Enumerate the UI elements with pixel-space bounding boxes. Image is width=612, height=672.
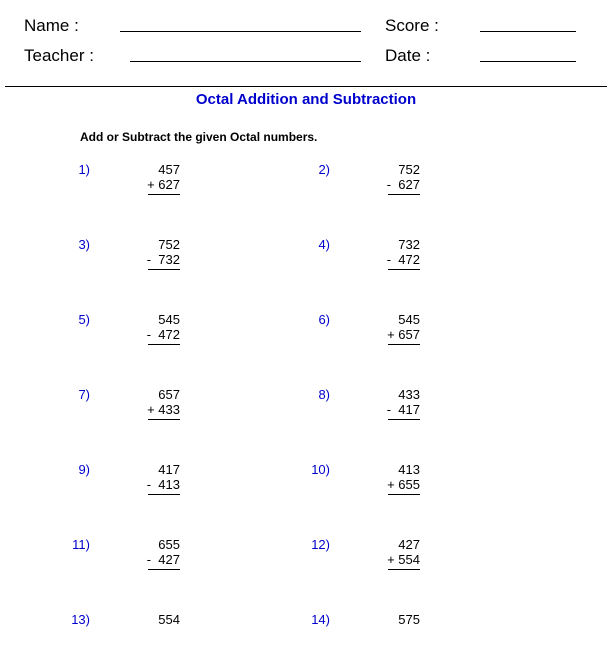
problem-13	[60, 612, 220, 672]
top-operand: 427	[398, 537, 420, 552]
problem-14	[300, 612, 460, 672]
top-operand: 752	[158, 237, 180, 252]
problem-3	[60, 237, 220, 297]
name-field-line[interactable]	[120, 31, 361, 32]
problem-number: 11)	[72, 537, 90, 552]
answer-line[interactable]	[388, 494, 420, 495]
problem-9	[60, 462, 220, 522]
date-field-line[interactable]	[480, 61, 576, 62]
problem-number: 10)	[311, 462, 330, 477]
answer-line[interactable]	[148, 494, 180, 495]
bottom-operand: - 472	[386, 252, 420, 267]
header-divider	[5, 86, 607, 87]
bottom-operand: - 732	[146, 252, 180, 267]
top-operand: 433	[398, 387, 420, 402]
top-operand: 657	[158, 387, 180, 402]
answer-line[interactable]	[148, 344, 180, 345]
answer-line[interactable]	[148, 419, 180, 420]
problem-number: 1)	[78, 162, 90, 177]
bottom-operand: + 627	[147, 177, 180, 192]
bottom-operand: + 657	[387, 327, 420, 342]
score-field-line[interactable]	[480, 31, 576, 32]
top-operand: 457	[158, 162, 180, 177]
problem-7	[60, 387, 220, 447]
bottom-operand: + 655	[387, 477, 420, 492]
score-label: Score :	[385, 16, 439, 35]
top-operand: 655	[158, 537, 180, 552]
problem-number: 12)	[311, 537, 330, 552]
answer-line[interactable]	[148, 194, 180, 195]
page-title: Octal Addition and Subtraction	[195, 91, 417, 108]
bottom-operand: - 417	[386, 402, 420, 417]
problem-number: 14)	[311, 612, 330, 627]
answer-line[interactable]	[388, 269, 420, 270]
problem-number: 9)	[78, 462, 90, 477]
problem-10	[300, 462, 460, 522]
problem-number: 5)	[78, 312, 90, 327]
problem-11	[60, 537, 220, 597]
problem-number: 4)	[318, 237, 330, 252]
top-operand: 545	[158, 312, 180, 327]
bottom-operand: - 472	[146, 327, 180, 342]
date-label: Date :	[385, 46, 431, 65]
problem-5	[60, 312, 220, 372]
bottom-operand: - 627	[386, 177, 420, 192]
instructions: Add or Subtract the given Octal numbers.	[80, 130, 318, 144]
top-operand: 417	[158, 462, 180, 477]
bottom-operand: + 433	[147, 402, 180, 417]
name-label: Name :	[24, 16, 79, 35]
problem-number: 13)	[71, 612, 90, 627]
problem-4	[300, 237, 460, 297]
problem-6	[300, 312, 460, 372]
top-operand: 554	[158, 612, 180, 627]
bottom-operand: - 413	[146, 477, 180, 492]
problem-number: 8)	[318, 387, 330, 402]
answer-line[interactable]	[148, 269, 180, 270]
answer-line[interactable]	[388, 344, 420, 345]
top-operand: 413	[398, 462, 420, 477]
top-operand: 545	[398, 312, 420, 327]
teacher-label: Teacher :	[24, 46, 94, 65]
problem-12	[300, 537, 460, 597]
bottom-operand: + 554	[387, 552, 420, 567]
problem-number: 3)	[78, 237, 90, 252]
problem-8	[300, 387, 460, 447]
top-operand: 732	[398, 237, 420, 252]
answer-line[interactable]	[388, 194, 420, 195]
answer-line[interactable]	[388, 569, 420, 570]
answer-line[interactable]	[388, 419, 420, 420]
bottom-operand: - 427	[146, 552, 180, 567]
problem-number: 7)	[78, 387, 90, 402]
answer-line[interactable]	[148, 569, 180, 570]
problem-1	[60, 162, 220, 222]
problem-number: 2)	[318, 162, 330, 177]
teacher-field-line[interactable]	[130, 61, 361, 62]
problem-2	[300, 162, 460, 222]
problem-number: 6)	[318, 312, 330, 327]
top-operand: 575	[398, 612, 420, 627]
top-operand: 752	[398, 162, 420, 177]
